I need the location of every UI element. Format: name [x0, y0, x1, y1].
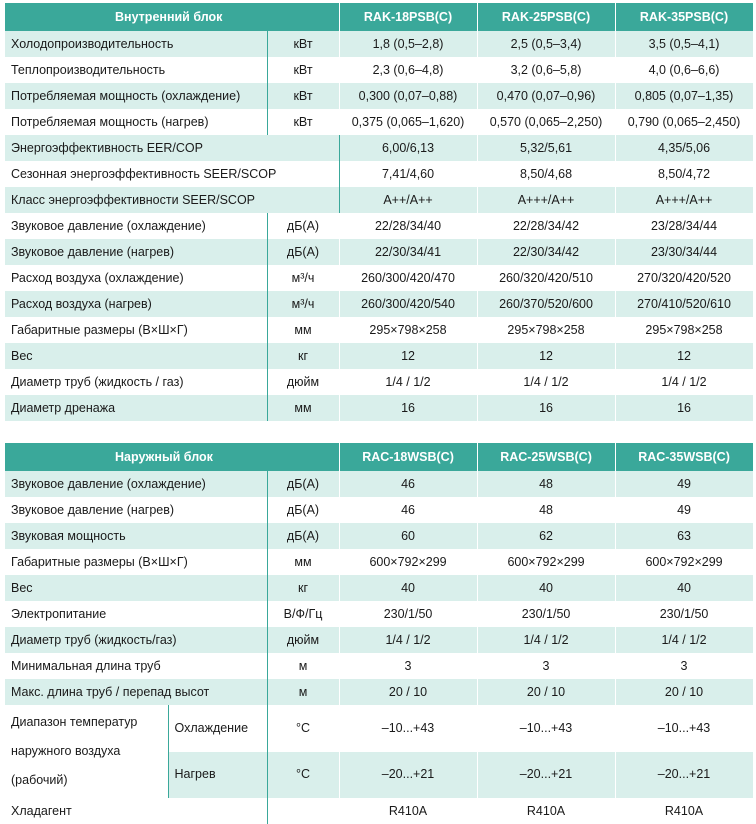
- value-cell: 49: [615, 471, 753, 497]
- value-cell: 20 / 10: [477, 679, 615, 705]
- value-cell: 20 / 10: [339, 679, 477, 705]
- value-cell: A+++/A++: [615, 187, 753, 213]
- value-cell: 48: [477, 497, 615, 523]
- unit-label: дБ(А): [267, 239, 339, 265]
- value-cell: 1/4 / 1/2: [339, 369, 477, 395]
- value-cell: 1/4 / 1/2: [339, 627, 477, 653]
- value-cell: 5,32/5,61: [477, 135, 615, 161]
- value-cell: 4,0 (0,6–6,6): [615, 57, 753, 83]
- table-row: [5, 523, 753, 549]
- value-cell: 0,790 (0,065–2,450): [615, 109, 753, 135]
- unit-label: дюйм: [267, 627, 339, 653]
- value-cell: 12: [615, 343, 753, 369]
- table-row: [5, 31, 753, 57]
- value-cell: 16: [339, 395, 477, 421]
- table-row: [5, 653, 753, 679]
- outdoor-model-2: RAC-25WSB(C): [477, 443, 615, 471]
- table-row: [5, 343, 753, 369]
- value-cell: 270/320/420/520: [615, 265, 753, 291]
- value-cell: 40: [477, 575, 615, 601]
- value-cell: R410A: [477, 798, 615, 824]
- table-row: [5, 291, 753, 317]
- value-cell: 46: [339, 497, 477, 523]
- table-row: [5, 135, 753, 161]
- value-cell: 63: [615, 523, 753, 549]
- value-cell: 0,300 (0,07–0,88): [339, 83, 477, 109]
- value-cell: 260/300/420/540: [339, 291, 477, 317]
- value-cell: 260/370/520/600: [477, 291, 615, 317]
- table-row: [5, 265, 753, 291]
- value-cell: 260/300/420/470: [339, 265, 477, 291]
- outdoor-model-3: RAC-35WSB(C): [615, 443, 753, 471]
- unit-label: м: [267, 679, 339, 705]
- table-row: [5, 471, 753, 497]
- value-cell: 8,50/4,72: [615, 161, 753, 187]
- value-cell: 60: [339, 523, 477, 549]
- param-label: Потребляемая мощность (нагрев): [5, 109, 267, 135]
- value-cell: 7,41/4,60: [339, 161, 477, 187]
- table-row: [5, 161, 753, 187]
- unit-label: м: [267, 653, 339, 679]
- table-row: [5, 395, 753, 421]
- value-cell: 23/28/34/44: [615, 213, 753, 239]
- value-cell: 16: [477, 395, 615, 421]
- unit-label: мм: [267, 549, 339, 575]
- value-cell: 1/4 / 1/2: [477, 369, 615, 395]
- value-cell: A+++/A++: [477, 187, 615, 213]
- value-cell: 40: [339, 575, 477, 601]
- unit-label: мм: [267, 317, 339, 343]
- param-label: Макс. длина труб / перепад высот: [5, 679, 267, 705]
- unit-label: м³/ч: [267, 265, 339, 291]
- unit-label: кВт: [267, 31, 339, 57]
- unit-label: мм: [267, 395, 339, 421]
- value-cell: –10...+43: [615, 705, 753, 752]
- param-label: Хладагент: [5, 798, 267, 824]
- value-cell: 0,805 (0,07–1,35): [615, 83, 753, 109]
- indoor-model-2: RAK-25PSB(C): [477, 3, 615, 31]
- param-label: Звуковое давление (нагрев): [5, 239, 267, 265]
- unit-label: °С: [267, 705, 339, 752]
- value-cell: 0,375 (0,065–1,620): [339, 109, 477, 135]
- unit-label: дБ(А): [267, 471, 339, 497]
- param-label: Расход воздуха (охлаждение): [5, 265, 267, 291]
- value-cell: 16: [615, 395, 753, 421]
- value-cell: 48: [477, 471, 615, 497]
- value-cell: 20 / 10: [615, 679, 753, 705]
- value-cell: 3,5 (0,5–4,1): [615, 31, 753, 57]
- value-cell: 22/28/34/42: [477, 213, 615, 239]
- value-cell: 6,00/6,13: [339, 135, 477, 161]
- param-label: Звуковая мощность: [5, 523, 267, 549]
- value-cell: 1/4 / 1/2: [477, 627, 615, 653]
- param-label: Холодопроизводительность: [5, 31, 267, 57]
- table-row: [5, 575, 753, 601]
- value-cell: 1,8 (0,5–2,8): [339, 31, 477, 57]
- unit-label: кг: [267, 575, 339, 601]
- table-row: [5, 213, 753, 239]
- indoor-spec-table: [5, 3, 754, 421]
- table-row: [5, 627, 753, 653]
- value-cell: 22/30/34/42: [477, 239, 615, 265]
- param-label: Класс энергоэффективности SEER/SCOP: [5, 187, 339, 213]
- value-cell: 8,50/4,68: [477, 161, 615, 187]
- unit-label: дБ(А): [267, 523, 339, 549]
- temp-mode-cooling: Охлаждение: [168, 705, 267, 752]
- refrigerant-row: [5, 798, 753, 824]
- table-row: [5, 369, 753, 395]
- value-cell: 270/410/520/610: [615, 291, 753, 317]
- value-cell: 3: [339, 653, 477, 679]
- outdoor-header-row: [5, 443, 753, 471]
- value-cell: 600×792×299: [615, 549, 753, 575]
- value-cell: 600×792×299: [477, 549, 615, 575]
- param-label: Энергоэффективность EER/COP: [5, 135, 339, 161]
- unit-label: дюйм: [267, 369, 339, 395]
- value-cell: –10...+43: [339, 705, 477, 752]
- table-row: [5, 497, 753, 523]
- value-cell: 600×792×299: [339, 549, 477, 575]
- value-cell: 230/1/50: [339, 601, 477, 627]
- value-cell: 295×798×258: [339, 317, 477, 343]
- value-cell: 22/30/34/41: [339, 239, 477, 265]
- param-label: Сезонная энергоэффективность SEER/SCOP: [5, 161, 339, 187]
- param-label: Диаметр труб (жидкость/газ): [5, 627, 267, 653]
- param-label: Габаритные размеры (В×Ш×Г): [5, 317, 267, 343]
- param-label: Диаметр дренажа: [5, 395, 267, 421]
- value-cell: 3: [615, 653, 753, 679]
- table-row: [5, 57, 753, 83]
- param-label: Минимальная длина труб: [5, 653, 267, 679]
- value-cell: 230/1/50: [477, 601, 615, 627]
- outdoor-model-1: RAC-18WSB(C): [339, 443, 477, 471]
- value-cell: 22/28/34/40: [339, 213, 477, 239]
- param-label: Звуковое давление (охлаждение): [5, 471, 267, 497]
- unit-label: кг: [267, 343, 339, 369]
- unit-label: °С: [267, 752, 339, 799]
- unit-label: кВт: [267, 57, 339, 83]
- value-cell: –20...+21: [339, 752, 477, 799]
- value-cell: 46: [339, 471, 477, 497]
- param-label: Звуковое давление (охлаждение): [5, 213, 267, 239]
- value-cell: –20...+21: [615, 752, 753, 799]
- value-cell: 12: [339, 343, 477, 369]
- value-cell: 62: [477, 523, 615, 549]
- outdoor-block-title: Наружный блок: [5, 443, 339, 471]
- param-label: Электропитание: [5, 601, 267, 627]
- param-label: Потребляемая мощность (охлаждение): [5, 83, 267, 109]
- value-cell: 40: [615, 575, 753, 601]
- indoor-rows: [5, 31, 753, 421]
- indoor-model-3: RAK-35PSB(C): [615, 3, 753, 31]
- value-cell: 230/1/50: [615, 601, 753, 627]
- value-cell: 2,3 (0,6–4,8): [339, 57, 477, 83]
- value-cell: 0,570 (0,065–2,250): [477, 109, 615, 135]
- value-cell: 4,35/5,06: [615, 135, 753, 161]
- param-label: Теплопроизводительность: [5, 57, 267, 83]
- value-cell: 3: [477, 653, 615, 679]
- value-cell: 295×798×258: [615, 317, 753, 343]
- value-cell: 3,2 (0,6–5,8): [477, 57, 615, 83]
- table-row: [5, 239, 753, 265]
- value-cell: R410A: [615, 798, 753, 824]
- indoor-header-row: [5, 3, 753, 31]
- unit-label: кВт: [267, 109, 339, 135]
- value-cell: 0,470 (0,07–0,96): [477, 83, 615, 109]
- value-cell: 295×798×258: [477, 317, 615, 343]
- unit-label: м³/ч: [267, 291, 339, 317]
- param-label: Габаритные размеры (В×Ш×Г): [5, 549, 267, 575]
- table-row: [5, 317, 753, 343]
- unit-label: дБ(А): [267, 213, 339, 239]
- unit-label: кВт: [267, 83, 339, 109]
- table-row: [5, 109, 753, 135]
- value-cell: 12: [477, 343, 615, 369]
- value-cell: 2,5 (0,5–3,4): [477, 31, 615, 57]
- temp-range-label: Диапазон температур наружного воздуха (рабочий): [5, 705, 168, 798]
- value-cell: –20...+21: [477, 752, 615, 799]
- table-row: [5, 83, 753, 109]
- table-row: [5, 187, 753, 213]
- unit-label: В/Ф/Гц: [267, 601, 339, 627]
- indoor-model-1: RAK-18PSB(C): [339, 3, 477, 31]
- unit-label: [267, 798, 339, 824]
- table-row: [5, 549, 753, 575]
- param-label: Диаметр труб (жидкость / газ): [5, 369, 267, 395]
- value-cell: –10...+43: [477, 705, 615, 752]
- value-cell: 23/30/34/44: [615, 239, 753, 265]
- value-cell: 1/4 / 1/2: [615, 369, 753, 395]
- value-cell: A++/A++: [339, 187, 477, 213]
- value-cell: 260/320/420/510: [477, 265, 615, 291]
- value-cell: R410A: [339, 798, 477, 824]
- temp-range-row-cooling: [5, 705, 753, 752]
- table-row: [5, 679, 753, 705]
- param-label: Вес: [5, 343, 267, 369]
- indoor-block-title: Внутренний блок: [5, 3, 339, 31]
- temp-mode-heating: Нагрев: [168, 752, 267, 799]
- param-label: Вес: [5, 575, 267, 601]
- param-label: Звуковое давление (нагрев): [5, 497, 267, 523]
- value-cell: 49: [615, 497, 753, 523]
- outdoor-spec-table: [5, 443, 754, 824]
- table-row: [5, 601, 753, 627]
- outdoor-rows: [5, 471, 753, 824]
- unit-label: дБ(А): [267, 497, 339, 523]
- param-label: Расход воздуха (нагрев): [5, 291, 267, 317]
- value-cell: 1/4 / 1/2: [615, 627, 753, 653]
